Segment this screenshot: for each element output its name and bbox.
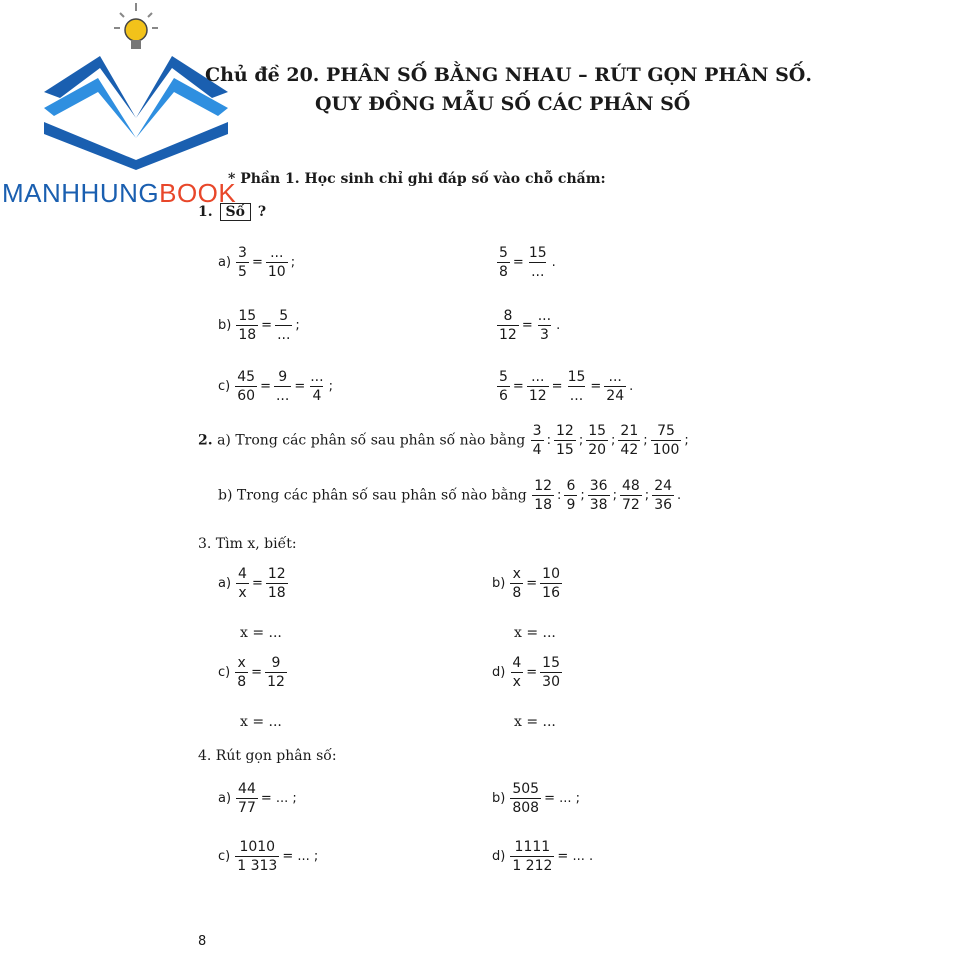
fraction xyxy=(236,567,249,600)
operator: ; xyxy=(684,433,689,448)
numerator: ... xyxy=(537,308,552,324)
denominator: 5 xyxy=(238,264,247,280)
numerator: 3 xyxy=(532,423,542,439)
denominator: 18 xyxy=(267,585,286,601)
numerator: 4 xyxy=(238,566,247,582)
fraction xyxy=(554,424,576,457)
denominator: 18 xyxy=(534,497,553,513)
fraction xyxy=(236,246,249,279)
numerator: 5 xyxy=(499,245,508,261)
q3a-expr xyxy=(218,567,289,600)
fraction xyxy=(265,656,287,689)
q4d-expr xyxy=(492,840,595,873)
numerator: 9 xyxy=(278,369,288,385)
operator: = xyxy=(294,379,306,394)
q2a-line xyxy=(198,424,691,457)
operator: ; xyxy=(328,379,333,394)
denominator: ... xyxy=(275,388,290,404)
operator: = xyxy=(261,318,273,333)
denominator: 15 xyxy=(555,442,574,458)
page-title-line-1: Chủ đề 20. PHÂN SỐ BẰNG NHAU – RÚT GỌN PHÂN SỐ. xyxy=(205,64,812,86)
page-number: 8 xyxy=(198,934,207,949)
operator: ; xyxy=(643,433,648,448)
numerator: 12 xyxy=(555,423,574,439)
fraction xyxy=(235,656,248,689)
numerator: 9 xyxy=(271,655,281,671)
q3b-expr xyxy=(492,567,563,600)
fraction xyxy=(497,246,510,279)
operator: = xyxy=(512,255,524,270)
fraction xyxy=(236,309,258,342)
denominator: 8 xyxy=(237,674,247,690)
denominator: 16 xyxy=(542,585,560,601)
operator: . xyxy=(677,488,682,503)
denominator: 1 313 xyxy=(237,858,278,874)
operator: = ... . xyxy=(557,849,594,864)
fraction xyxy=(566,370,588,403)
fraction xyxy=(536,309,553,342)
q2b-text: b) Trong các phân số sau phân số nào bằng xyxy=(218,487,527,504)
q3d-expr xyxy=(492,656,563,689)
q1c-left xyxy=(218,370,335,403)
q4c-expr xyxy=(218,840,320,873)
q2a-text: a) Trong các phân số sau phân số nào bằng xyxy=(217,432,526,449)
fraction xyxy=(604,370,626,403)
q1-heading xyxy=(198,203,266,221)
item-label: b) xyxy=(218,318,232,333)
denominator: 6 xyxy=(499,388,508,404)
numerator: 45 xyxy=(237,369,256,385)
lightbulb-icon xyxy=(114,3,158,49)
operator: = xyxy=(251,255,263,270)
numerator: 4 xyxy=(512,655,522,671)
fraction xyxy=(235,840,279,873)
item-label: d) xyxy=(492,849,506,864)
numerator: ... xyxy=(608,369,622,385)
operator: = xyxy=(512,379,524,394)
fraction xyxy=(274,370,291,403)
numerator: 21 xyxy=(620,423,639,439)
part1-heading: * Phần 1. Học sinh chỉ ghi đáp số vào chỗ chấm: xyxy=(228,171,606,187)
denominator: 808 xyxy=(512,800,540,816)
numerator: 3 xyxy=(238,245,247,261)
denominator: 24 xyxy=(606,388,625,404)
numerator: 15 xyxy=(567,369,586,385)
numerator: 8 xyxy=(503,308,513,324)
fraction xyxy=(527,370,549,403)
denominator: 36 xyxy=(654,497,673,513)
q3b-answer: x = ... xyxy=(514,625,556,641)
denominator: 18 xyxy=(238,327,257,343)
numerator: ... xyxy=(270,245,284,261)
denominator: 77 xyxy=(238,800,256,816)
fraction xyxy=(266,567,288,600)
operator: = ... ; xyxy=(544,791,580,806)
q2b-fractions xyxy=(531,478,683,513)
operator: = xyxy=(526,576,538,591)
denominator: 1 212 xyxy=(512,858,553,874)
denominator: 4 xyxy=(312,388,322,404)
q1a-right xyxy=(496,246,558,279)
numerator: 36 xyxy=(589,478,608,494)
fraction xyxy=(564,479,577,512)
fraction xyxy=(308,370,325,403)
q2-number: 2. xyxy=(198,432,213,449)
item-label: a) xyxy=(218,255,232,270)
q1a-left xyxy=(218,246,297,279)
denominator: 38 xyxy=(589,497,608,513)
numerator: 12 xyxy=(267,566,286,582)
fraction xyxy=(588,479,610,512)
fraction xyxy=(586,424,608,457)
numerator: 5 xyxy=(499,369,508,385)
denominator: x xyxy=(512,674,521,690)
item-label: b) xyxy=(492,791,506,806)
numerator: 505 xyxy=(512,781,540,797)
q3c-expr xyxy=(218,656,288,689)
fraction xyxy=(510,567,523,600)
fraction xyxy=(510,840,554,873)
book-logo-icon xyxy=(40,0,240,175)
numerator: 15 xyxy=(542,655,560,671)
numerator: ... xyxy=(310,369,324,385)
denominator: 9 xyxy=(566,497,576,513)
denominator: 12 xyxy=(499,327,517,343)
operator: ; xyxy=(578,433,584,448)
operator: = xyxy=(551,379,563,394)
numerator: 44 xyxy=(238,781,256,797)
denominator: ... xyxy=(569,388,584,404)
denominator: 20 xyxy=(588,442,607,458)
numerator: 15 xyxy=(528,245,547,261)
denominator: 8 xyxy=(512,585,522,601)
fraction xyxy=(510,782,541,815)
denominator: 30 xyxy=(542,674,560,690)
fraction xyxy=(652,479,674,512)
numerator: ... xyxy=(531,369,545,385)
q2a-fractions xyxy=(530,423,691,458)
q4b-expr xyxy=(492,782,582,815)
operator: . xyxy=(556,318,561,333)
numerator: 15 xyxy=(588,423,607,439)
operator: = xyxy=(260,379,271,394)
denominator: 8 xyxy=(499,264,508,280)
operator: . xyxy=(551,255,556,270)
q1b-left xyxy=(218,309,302,342)
q3-heading: 3. Tìm x, biết: xyxy=(198,536,297,552)
q1c-right xyxy=(496,370,635,403)
item-label: a) xyxy=(218,576,232,591)
operator: = xyxy=(521,318,533,333)
item-label: a) xyxy=(218,791,232,806)
q2b-line xyxy=(218,479,683,512)
denominator: 72 xyxy=(621,497,640,513)
q1-boxed-word: Số xyxy=(220,203,251,221)
q4a-expr xyxy=(218,782,299,815)
brand-part-2: BOOK xyxy=(159,178,237,208)
numerator: x xyxy=(512,566,521,582)
item-label: d) xyxy=(492,665,506,680)
item-label: c) xyxy=(218,849,231,864)
denominator: 4 xyxy=(532,442,542,458)
operator: = ... ; xyxy=(282,849,319,864)
operator: : xyxy=(557,488,562,503)
brand-part-1: MANHHUNG xyxy=(2,178,160,208)
denominator: 3 xyxy=(539,327,549,343)
q3a-answer: x = ... xyxy=(240,625,282,641)
numerator: 24 xyxy=(654,478,673,494)
denominator: 42 xyxy=(620,442,639,458)
numerator: 15 xyxy=(238,308,257,324)
fraction xyxy=(527,246,549,279)
fraction xyxy=(540,656,562,689)
denominator: 12 xyxy=(528,388,547,404)
numerator: 10 xyxy=(542,566,560,582)
fraction xyxy=(236,782,258,815)
numerator: 48 xyxy=(621,478,640,494)
operator: = xyxy=(590,379,602,394)
q1-suffix: ? xyxy=(257,204,267,220)
operator: : xyxy=(546,433,551,448)
fraction xyxy=(275,309,292,342)
q4-heading: 4. Rút gọn phân số: xyxy=(198,748,337,764)
numerator: 1010 xyxy=(239,839,276,855)
fraction xyxy=(235,370,257,403)
operator: ; xyxy=(611,433,616,448)
operator: ; xyxy=(580,488,585,503)
denominator: 100 xyxy=(652,442,680,458)
item-label: b) xyxy=(492,576,506,591)
denominator: ... xyxy=(531,264,545,280)
operator: = xyxy=(251,576,263,591)
fraction xyxy=(266,246,288,279)
fraction xyxy=(540,567,562,600)
operator: ; xyxy=(290,255,296,270)
operator: = ... ; xyxy=(260,791,297,806)
numerator: 75 xyxy=(657,423,675,439)
fraction xyxy=(618,424,640,457)
operator: = xyxy=(526,665,538,680)
q1b-right xyxy=(496,309,562,342)
numerator: 5 xyxy=(279,308,289,324)
fraction xyxy=(651,424,682,457)
denominator: 10 xyxy=(267,264,286,280)
fraction xyxy=(620,479,642,512)
denominator: 60 xyxy=(237,388,256,404)
q1-number: 1. xyxy=(198,204,213,220)
numerator: 1111 xyxy=(514,839,551,855)
page-title-line-2: QUY ĐỒNG MẪU SỐ CÁC PHÂN SỐ xyxy=(315,93,691,115)
operator: ; xyxy=(644,488,650,503)
numerator: 6 xyxy=(566,478,576,494)
denominator: x xyxy=(238,585,247,601)
fraction xyxy=(531,424,544,457)
denominator: 12 xyxy=(267,674,285,690)
fraction xyxy=(510,656,523,689)
operator: = xyxy=(251,665,263,680)
item-label: c) xyxy=(218,379,231,394)
denominator: ... xyxy=(277,327,291,343)
operator: ; xyxy=(295,318,300,333)
operator: ; xyxy=(612,488,617,503)
fraction xyxy=(532,479,554,512)
q3c-answer: x = ... xyxy=(240,714,282,730)
item-label: c) xyxy=(218,665,231,680)
numerator: 12 xyxy=(534,478,553,494)
q3d-answer: x = ... xyxy=(514,714,556,730)
fraction xyxy=(497,370,510,403)
numerator: x xyxy=(237,655,246,671)
fraction xyxy=(497,309,519,342)
operator: . xyxy=(629,379,634,394)
